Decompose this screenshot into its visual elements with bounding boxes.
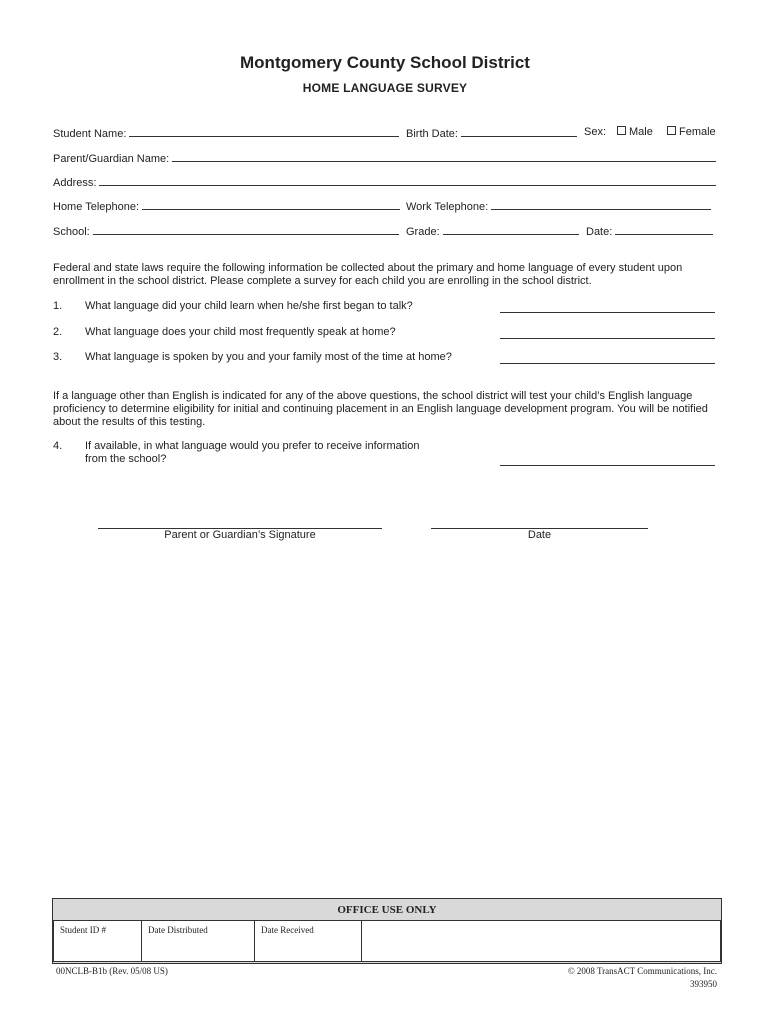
school-field[interactable] — [53, 224, 399, 238]
question-4-number: 4. — [53, 440, 63, 452]
male-option[interactable] — [617, 126, 653, 138]
work-phone-label: Work Telephone: — [406, 201, 489, 213]
sex-label: Sex: — [584, 126, 607, 138]
birth-date-line[interactable] — [461, 126, 577, 137]
student-name-field[interactable] — [53, 126, 399, 140]
birth-date-label: Birth Date: — [406, 128, 458, 140]
female-label: Female — [679, 126, 716, 138]
home-phone-field[interactable] — [53, 199, 400, 213]
document-title: Montgomery County School District — [240, 53, 530, 72]
date-line[interactable] — [615, 224, 713, 235]
work-phone-field[interactable] — [406, 199, 711, 213]
form-code: 00NCLB-B1b (Rev. 05/08 US) — [56, 966, 168, 976]
question-3-answer-line[interactable] — [500, 362, 715, 364]
school-label: School: — [53, 226, 90, 238]
question-4-text-line1: If available, in what language would you prefer to receive information — [85, 440, 420, 452]
female-option[interactable] — [667, 126, 716, 138]
student-id-label: Student ID # — [60, 925, 106, 935]
office-notes-cell[interactable] — [361, 920, 721, 962]
grade-line[interactable] — [443, 224, 579, 235]
question-2-text: What language does your child most frequently speak at home? — [85, 326, 396, 338]
copyright-text: © 2008 TransACT Communications, Inc. — [567, 966, 717, 976]
address-label: Address: — [53, 177, 97, 189]
student-id-cell[interactable] — [53, 920, 142, 962]
male-checkbox[interactable] — [617, 126, 626, 135]
office-use-heading: OFFICE USE ONLY — [337, 904, 437, 916]
female-checkbox[interactable] — [667, 126, 676, 135]
question-4-answer-line[interactable] — [500, 464, 715, 466]
question-1-text: What language did your child learn when he/she first began to talk? — [85, 300, 413, 312]
date-distributed-label: Date Distributed — [148, 925, 208, 935]
question-2-answer-line[interactable] — [500, 337, 715, 339]
grade-label: Grade: — [406, 226, 440, 238]
guardian-name-label: Parent/Guardian Name: — [53, 153, 170, 165]
signature-date-label: Date — [527, 529, 552, 541]
guardian-name-line[interactable] — [172, 151, 716, 162]
grade-field[interactable] — [406, 224, 579, 238]
office-use-box — [52, 898, 722, 964]
address-line[interactable] — [99, 175, 716, 186]
address-field[interactable] — [53, 175, 716, 189]
question-4-text-line2: from the school? — [85, 453, 167, 465]
student-name-label: Student Name: — [53, 128, 127, 140]
guardian-signature-label: Parent or Guardian’s Signature — [164, 529, 316, 541]
work-phone-line[interactable] — [491, 199, 711, 210]
question-1-answer-line[interactable] — [500, 311, 715, 313]
male-label: Male — [629, 126, 653, 138]
guardian-name-field[interactable] — [53, 151, 716, 165]
date-received-cell[interactable] — [254, 920, 362, 962]
date-distributed-cell[interactable] — [141, 920, 255, 962]
school-line[interactable] — [93, 224, 399, 235]
question-3-text: What language is spoken by you and your family most of the time at home? — [85, 351, 452, 363]
birth-date-field[interactable] — [406, 126, 577, 140]
question-3-number: 3. — [53, 351, 63, 363]
document-subtitle: HOME LANGUAGE SURVEY — [302, 81, 468, 95]
question-1-number: 1. — [53, 300, 63, 312]
date-label: Date: — [586, 226, 613, 238]
student-name-line[interactable] — [129, 126, 399, 137]
form-number: 393950 — [690, 979, 717, 989]
date-received-label: Date Received — [261, 925, 314, 935]
date-field[interactable] — [586, 224, 713, 238]
home-phone-label: Home Telephone: — [53, 201, 140, 213]
home-phone-line[interactable] — [142, 199, 400, 210]
question-2-number: 2. — [53, 326, 63, 338]
intro-paragraph: Federal and state laws require the following information be collected about the primary and home language of every student upon enrollment in the school district. Please complete a survey for each child you are enrolling in the school district. — [53, 262, 683, 287]
testing-notice: If a language other than English is indicated for any of the above questions, the school district will test your child’s English language proficiency to determine eligibility for initial and continuing placement in an English language development program. You will be notified about the results of this testing. — [53, 390, 708, 428]
